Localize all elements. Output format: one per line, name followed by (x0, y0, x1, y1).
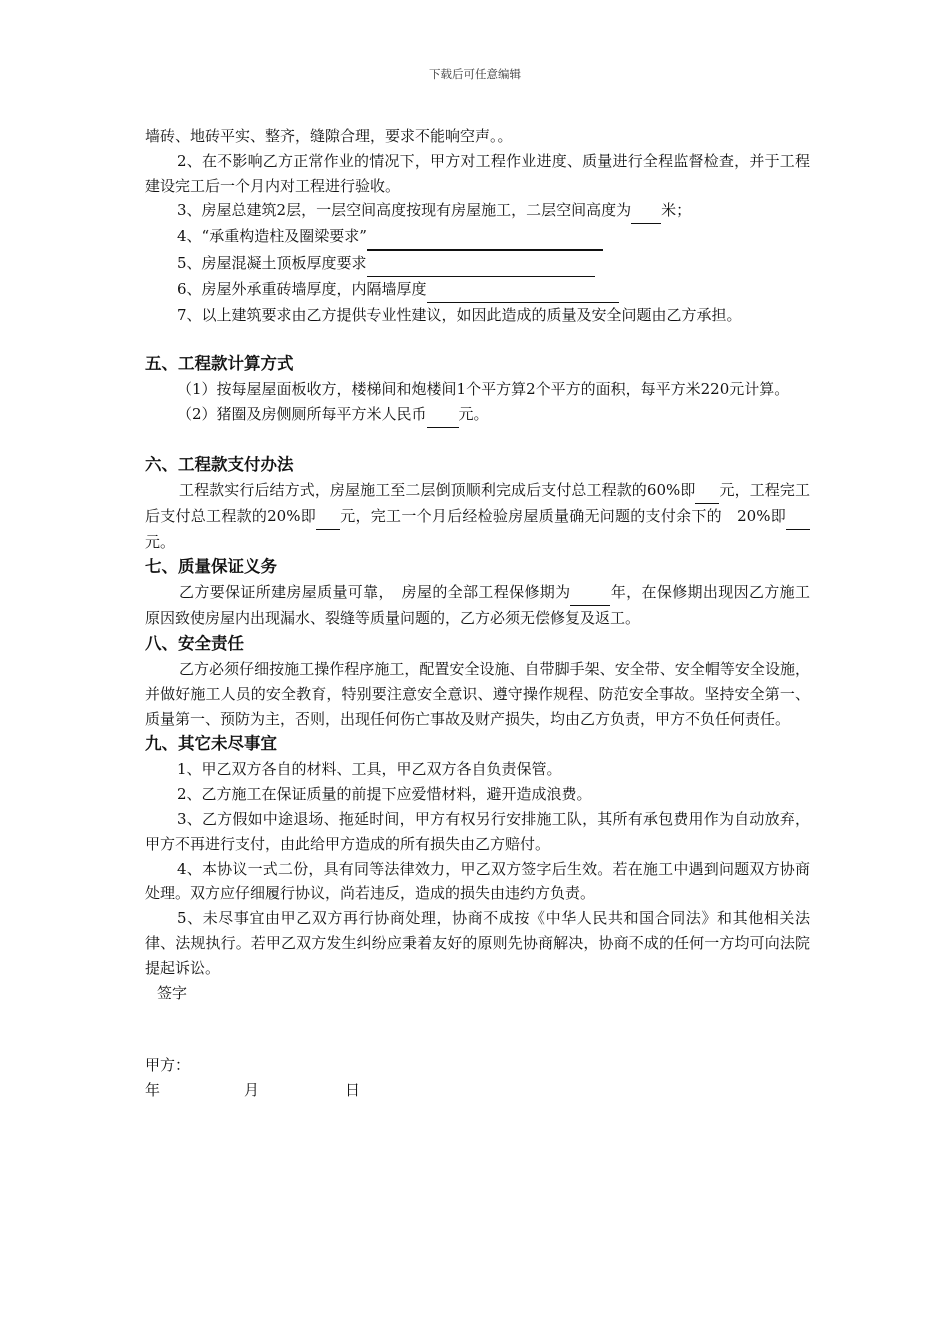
clause-6: 工程款实行后结方式，房屋施工至二层倒顶顺利完成后支付总工程款的60%即 元，工程完工后支付总工程款的20%即 元，完工一个月后经检验房屋质量确无问题的支付余下的 20%即 元。 (145, 478, 810, 554)
clause-7: 乙方要保证所建房屋质量可靠， 房屋的全部工程保修期为 年，在保修期出现因乙方施工原因致使房屋内出现漏水、裂缝等质量问题的，乙方必须无偿修复及返工。 (145, 580, 810, 631)
clause-4-4: 4、“承重构造柱及圈梁要求” (145, 224, 810, 251)
clause-4-3: 3、房屋总建筑2层，一层空间高度按现有房屋施工，二层空间高度为 米； (145, 198, 810, 224)
signature-label: 签字 (157, 983, 188, 1002)
clause-9-2: 2、乙方施工在保证质量的前提下应爱惜材料，避开造成浪费。 (177, 785, 592, 804)
blank-height (631, 198, 661, 224)
clause-4-5: 5、房屋混凝土顶板厚度要求 (145, 251, 810, 277)
section-9-title: 九、其它未尽事宜 (145, 734, 277, 754)
blank-payment-20b (786, 504, 810, 530)
clause-4-2: 2、在不影响乙方正常作业的情况下，甲方对工程作业进度、质量进行全程监督检查，并于工程建设完工后一个月内对工程进行验收。 (145, 151, 810, 195)
blank-toilet-price (427, 402, 459, 428)
clause-9-4: 4、本协议一式二份，具有同等法律效力，甲乙双方签字后生效。若在施工中遇到问题双方协商处理。双方应仔细履行协议，尚若违反，造成的损失由违约方负责。 (145, 859, 810, 903)
blank-column-requirement (367, 224, 603, 251)
section-8-title: 八、安全责任 (145, 633, 244, 653)
clause-8: 乙方必须仔细按施工操作程序施工，配置安全设施、自带脚手架、安全带、安全帽等安全设施，并做好施工人员的安全教育，特别要注意安全意识、遵守操作规程、防范安全事故。坚持安全第一、质量第一、预防为主，否则，出现任何伤亡事故及财产损失，均由乙方负责，甲方不负任何责任。 (145, 659, 810, 728)
section-5-title: 五、工程款计算方式 (145, 354, 294, 374)
clause-5-1: （1）按每屋屋面板收方，楼梯间和炮楼间1个平方算2个平方的面积，每平方米220元计算。 (177, 380, 790, 399)
blank-slab-thickness (367, 251, 595, 277)
blank-payment-20a (316, 504, 340, 530)
clause-4-7: 7、以上建筑要求由乙方提供专业性建议，如因此造成的质量及安全问题由乙方承担。 (177, 305, 742, 324)
party-a-label: 甲方： (145, 1056, 191, 1075)
page-header: 下载后可任意编辑 (429, 67, 521, 81)
clause-9-5: 5、未尽事宜由甲乙双方再行协商处理，协商不成按《中华人民共和国合同法》和其他相关法律、法规执行。若甲乙双方发生纠纷应秉着友好的原则先协商解决，协商不成的任何一方均可向法院提起诉讼。 (145, 909, 810, 977)
clause-9-3: 3、乙方假如中途退场、拖延时间，甲方有权另行安排施工队，其所有承包费用作为自动放弃，甲方不再进行支付，由此给甲方造成的所有损失由乙方赔付。 (145, 809, 810, 853)
section-7-title: 七、质量保证义务 (145, 557, 277, 577)
date-line: 年 月 日 (145, 1081, 361, 1100)
blank-warranty-years (570, 580, 610, 606)
section-6-title: 六、工程款支付办法 (145, 454, 294, 474)
intro-line: 墙砖、地砖平实、整齐，缝隙合理，要求不能响空声。。 (145, 127, 513, 145)
clause-5-2: （2）猪圈及房侧厕所每平方米人民币 元。 (145, 402, 810, 428)
contract-body (145, 124, 810, 1103)
clause-4-6: 6、房屋外承重砖墙厚度，内隔墙厚度 (145, 277, 810, 303)
blank-payment-60 (695, 478, 719, 504)
blank-wall-thickness (427, 277, 619, 303)
clause-9-1: 1、甲乙双方各自的材料、工具，甲乙双方各自负责保管。 (177, 760, 562, 779)
